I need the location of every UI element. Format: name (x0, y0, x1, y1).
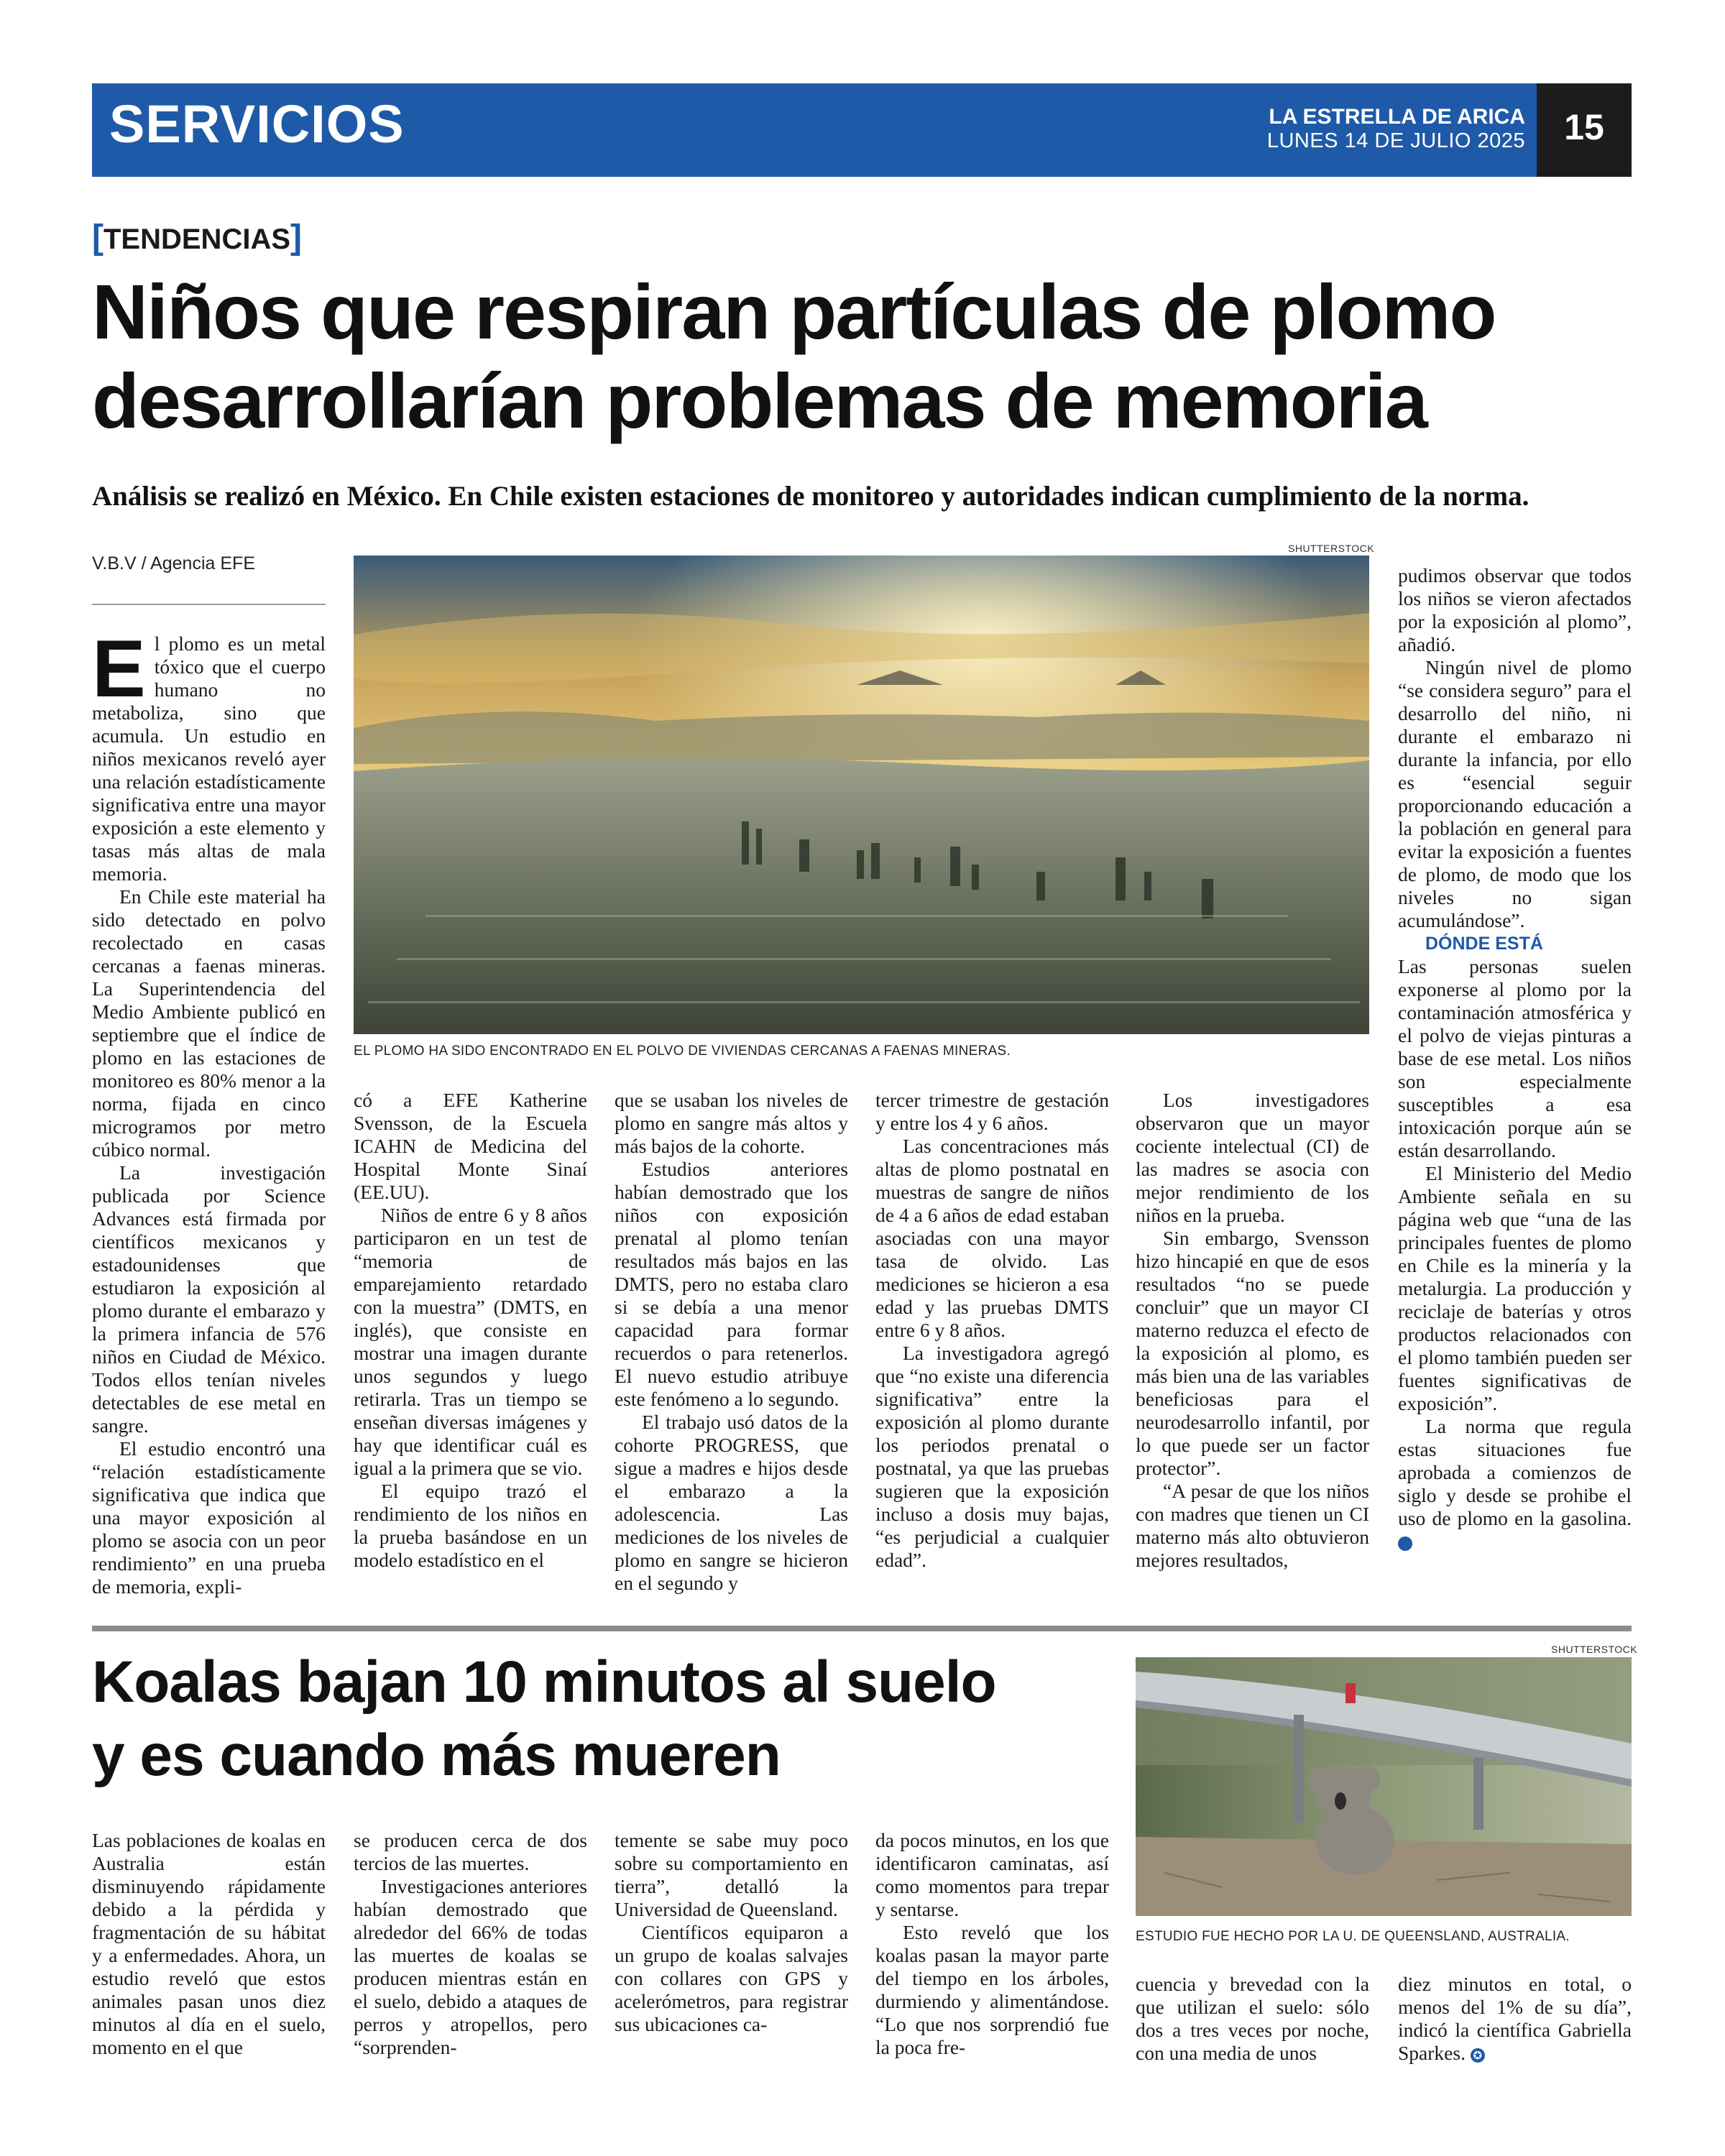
paragraph: “A pesar de que los niños con madres que tienen un CI materno más alto obtuvieron mejores resultados, (1136, 1480, 1369, 1571)
photo-caption: ESTUDIO FUE HECHO POR LA U. DE QUEENSLAND, AUSTRALIA. (1136, 1929, 1570, 1944)
paragraph: Niños de entre 6 y 8 años participaron en un test de “memoria de emparejamiento retardado con la muestra” (DMTS, en inglés), que consiste en mostrar una imagen durante unos segundos y luego retirarla. Tras un tiempo se enseñan diversas imágenes y hay que identificar cuál es igual a la primera que se vio. (354, 1204, 587, 1479)
page-number: 15 (1564, 107, 1604, 147)
article-column-6 (1398, 564, 1632, 1553)
article-kicker: [TENDENCIAS] (92, 218, 302, 257)
paragraph: Sin embargo, Svensson hizo hincapié en que de esos resultados “no se puede concluir” que un mayor CI materno reduzca el efecto de la exposición al plomo, es más bien una de las variables beneficiosas para el neurodesarrollo infantil, por lo que puede ser un factor protector”. (1136, 1227, 1369, 1479)
paragraph: que se usaban los niveles de plomo en sangre más altos y más bajos de la cohorte. (615, 1089, 848, 1157)
paragraph: Los investigadores observaron que un mayor cociente intelectual (CI) de las madres se asocia con mejor rendimiento de los niños en la prueba. (1136, 1089, 1369, 1226)
paragraph: En Chile este material ha sido detectado en polvo recolectado en casas cercanas a faenas mineras. La Superintendencia del Medio Ambiente publicó en septiembre que el índice de plomo en las estaciones de monitoreo es 80% menor a la norma, fijada en cinco microgramos por metro cúbico normal. (92, 885, 326, 1161)
paragraph: temente se sabe muy poco sobre su comportamiento en tierra”, detalló la Universidad de Queensland. (615, 1829, 848, 1920)
paragraph: Esto reveló que los koalas pasan la mayor parte del tiempo en los árboles, durmiendo y alimentándose. “Lo que nos sorprendió fue la poca fre- (875, 1921, 1109, 2058)
smog-city-aerial-photo (354, 556, 1369, 1034)
headline-line-2: y es cuando más mueren (92, 1723, 781, 1788)
article-2-column-5 (1136, 1973, 1369, 2065)
article-2-column-3 (615, 1829, 848, 2036)
paragraph: Las poblaciones de koalas en Australia están disminuyendo rápidamente debido a la pérdida y fragmentación de su hábitat y a enfermedades. Ahora, un estudio reveló que estos animales pasan unos diez minutos al día en el suelo, momento en el que (92, 1829, 326, 2058)
article-headline-2 (92, 1646, 1113, 1792)
byline-divider (92, 604, 326, 605)
paragraph: có a EFE Katherine Svensson, de la Escuela ICAHN de Medicina del Hospital Monte Sinaí (EE.UU). (354, 1089, 587, 1203)
article-column-1 (92, 624, 326, 1598)
paragraph: El estudio encontró una “relación estadísticamente significativa que indica que una mayor exposición al plomo se asocia con un peor rendimiento” en una prueba de memoria, expli- (92, 1437, 326, 1598)
end-of-article-star-icon: ✪ (1398, 1537, 1412, 1551)
headline-line-1: Koalas bajan 10 minutos al suelo (92, 1649, 996, 1715)
article-2-column-4 (875, 1829, 1109, 2059)
paragraph: se producen cerca de dos tercios de las muertes. (354, 1829, 587, 1874)
headline-line-2: desarrollarían problemas de memoria (92, 357, 1427, 444)
drop-cap: E (92, 624, 146, 714)
paragraph: Científicos equiparon a un grupo de koalas salvajes con collares con GPS y acelerómetros, para registrar sus ubicaciones ca- (615, 1921, 848, 2035)
article-column-5 (1136, 1089, 1369, 1572)
paragraph: cuencia y brevedad con la que utilizan el suelo: sólo dos a tres veces por noche, con una media de unos (1136, 1973, 1369, 2064)
article-subhead: Análisis se realizó en México. En Chile existen estaciones de monitoreo y autoridades indican cumplimiento de la norma. (92, 481, 1530, 512)
headline-line-1: Niños que respiran partículas de plomo (92, 268, 1496, 355)
article-2-column-6 (1398, 1973, 1632, 2065)
article-column-3 (615, 1089, 848, 1595)
kicker-label: TENDENCIAS (103, 224, 291, 255)
section-subtitle: DÓNDE ESTÁ (1425, 934, 1543, 954)
article-2-column-2 (354, 1829, 587, 2059)
paragraph: da pocos minutos, en los que identificaron caminatas, así como momentos para trepar y sentarse. (875, 1829, 1109, 1920)
paragraph: Las personas suelen exponerse al plomo por la contaminación atmosférica y el polvo de viejas pinturas a base de ese metal. Los niños son especialmente susceptibles a esa intoxicación porque aún se están desarrollando. (1398, 955, 1632, 1161)
paragraph: pudimos observar que todos los niños se vieron afectados por la exposición al plomo”, añadió. (1398, 564, 1632, 655)
paragraph: El equipo trazó el rendimiento de los niños en la prueba basándose en un modelo estadístico en el (354, 1480, 587, 1571)
end-of-article-star-icon: ✪ (1471, 2048, 1485, 2063)
paragraph: tercer trimestre de gestación y entre los 4 y 6 años. (875, 1089, 1109, 1134)
paragraph: La investigadora agregó que “no existe una diferencia significativa” entre la exposición al plomo durante los periodos prenatal o postnatal, ya que las pruebas sugieren que la exposición incluso a dosis muy bajas, “es perjudicial a cualquier edad”. (875, 1342, 1109, 1571)
article-2-column-1 (92, 1829, 326, 2059)
section-title: SERVICIOS (109, 94, 405, 154)
newspaper-name: LA ESTRELLA DE ARICA (1269, 105, 1525, 129)
byline: V.B.V / Agencia EFE (92, 553, 255, 573)
paragraph: La norma que regula estas situaciones fue aprobada a comienzos de siglo y desde se prohibe el uso de plomo en la gasolina. ✪ (1398, 1415, 1632, 1550)
section-divider (92, 1626, 1632, 1631)
paragraph: El trabajo usó datos de la cohorte PROGRESS, que sigue a madres e hijos desde el embarazo a la adolescencia. Las mediciones de los niveles de plomo en sangre se hicieron en el segundo y (615, 1411, 848, 1594)
paragraph: Investigaciones anteriores habían demostrado que alrededor del 66% de todas las muertes de koalas se producen mientras están en el suelo, debido a ataques de perros y atropellos, pero “sorprenden- (354, 1875, 587, 2058)
paragraph: Las concentraciones más altas de plomo postnatal en muestras de sangre de niños de 4 a 6 años de edad estaban asociadas con una mayor tasa de olvido. Las mediciones se hicieron a esa edad y las pruebas DMTS entre 6 y 8 años. (875, 1135, 1109, 1341)
publication-date: LUNES 14 DE JULIO 2025 (1266, 129, 1525, 152)
article-column-2 (354, 1089, 587, 1572)
article-column-4 (875, 1089, 1109, 1572)
paragraph: La investigación publicada por Science Advances está firmada por científicos mexicanos y estadounidenses que estudiaron la exposición al plomo durante el embarazo y la primera infancia de 576 niños en Ciudad de México. Todos ellos tenían niveles detectables de ese metal en sangre. (92, 1161, 326, 1437)
photo-credit: SHUTTERSTOCK (1551, 1644, 1638, 1655)
paragraph: Estudios anteriores habían demostrado que los niños con exposición prenatal al plomo tenían resultados más bajos en las DMTS, pero no estaba claro si se debía a una menor capacidad para formar recuerdos o para retenerlos. El nuevo estudio atribuye este fenómeno a lo segundo. (615, 1158, 848, 1410)
paragraph: Ningún nivel de plomo “se considera seguro” para el desarrollo del niño, ni durante el embarazo ni durante la infancia, por ello es “esencial seguir proporcionando educación a la población en general para evitar la exposición a fuentes de plomo, de modo que los niveles no sigan acumulándose”. (1398, 656, 1632, 931)
photo-caption: EL PLOMO HA SIDO ENCONTRADO EN EL POLVO DE VIVIENDAS CERCANAS A FAENAS MINERAS. (354, 1044, 1011, 1059)
paragraph: El Ministerio del Medio Ambiente señala en su página web que “una de las principales fuentes de plomo en Chile es la minería y la metalurgia. La producción y reciclaje de baterías y otros productos relacionados con el plomo también pueden ser fuentes significativas de exposición”. (1398, 1162, 1632, 1414)
koala-on-road-photo (1136, 1657, 1632, 1916)
paragraph: diez minutos en total, o menos del 1% de su día”, indicó la científica Gabriella Sparkes. ✪ (1398, 1973, 1632, 2064)
paragraph: El plomo es un metal tóxico que el cuerpo humano no metaboliza, sino que acumula. Un estudio en niños mexicanos reveló ayer una relación estadísticamente significativa entre una mayor exposición a este elemento y tasas más altas de mala memoria. (92, 624, 326, 885)
article-headline (92, 267, 1637, 446)
photo-credit: SHUTTERSTOCK (1288, 543, 1375, 554)
